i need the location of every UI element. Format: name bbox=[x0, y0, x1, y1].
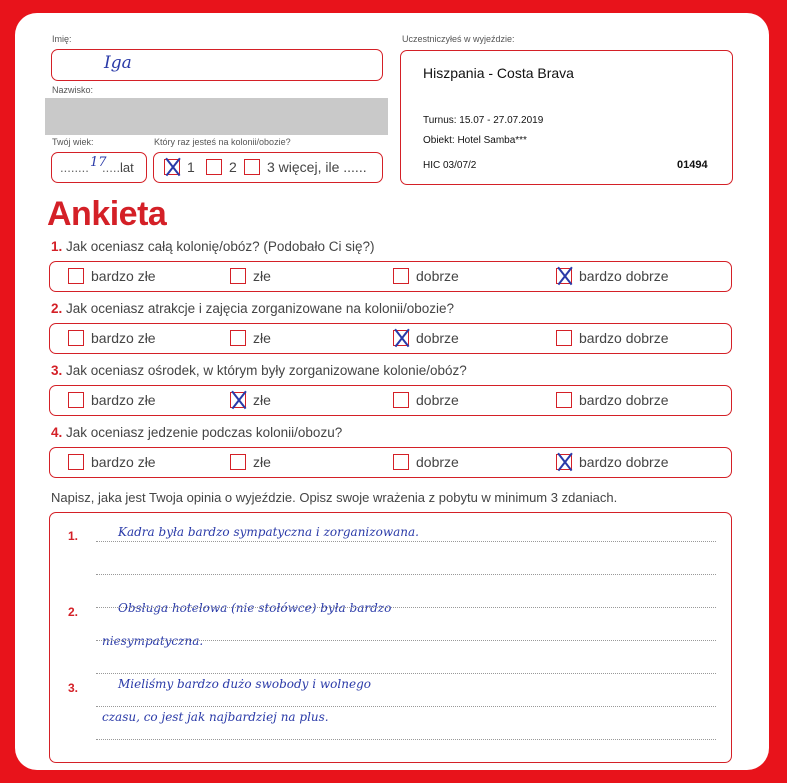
option-checkbox[interactable] bbox=[556, 454, 572, 470]
opinion-handwriting: niesympatyczna. bbox=[102, 634, 204, 648]
option-1[interactable] bbox=[68, 268, 156, 284]
opinion-handwriting: Kadra była bardzo sympatyczna i zorganizowana. bbox=[118, 525, 419, 539]
option-label: bardzo dobrze bbox=[579, 330, 669, 346]
question-4 bbox=[51, 425, 342, 440]
trip-code: HIC 03/07/2 bbox=[423, 160, 477, 171]
option-1[interactable] bbox=[68, 454, 156, 470]
option-label: dobrze bbox=[416, 268, 459, 284]
ktory-option-1[interactable] bbox=[164, 159, 195, 175]
option-3[interactable] bbox=[393, 392, 459, 408]
option-checkbox[interactable] bbox=[556, 330, 572, 346]
ktory-option-2-label: 2 bbox=[229, 159, 237, 175]
answer-row-3 bbox=[49, 385, 732, 416]
survey-sheet bbox=[15, 13, 769, 770]
opinion-box[interactable] bbox=[49, 512, 732, 763]
wiek-label: Twój wiek: bbox=[52, 137, 94, 147]
ktory-option-1-label: 1 bbox=[187, 159, 195, 175]
option-checkbox[interactable] bbox=[68, 454, 84, 470]
writing-line bbox=[96, 673, 716, 674]
question-text: Jak oceniasz ośrodek, w którym były zorganizowane kolonie/obóz? bbox=[66, 363, 467, 378]
option-checkbox[interactable] bbox=[68, 330, 84, 346]
writing-line bbox=[96, 607, 716, 608]
option-checkbox[interactable] bbox=[230, 330, 246, 346]
opinion-handwriting: Obsługa hotelowa (nie stołówce) była bardzo bbox=[118, 601, 392, 615]
opinion-prompt: Napisz, jaka jest Twoja opinia o wyjeździe. Opisz swoje wrażenia z pobytu w minimum 3 zdaniach. bbox=[51, 490, 618, 505]
trip-name: Hiszpania - Costa Brava bbox=[423, 65, 574, 81]
ktory-checkbox-2[interactable] bbox=[206, 159, 222, 175]
ktory-label: Który raz jesteś na kolonii/obozie? bbox=[154, 137, 291, 147]
survey-title: Ankieta bbox=[47, 195, 167, 233]
question-number: 4. bbox=[51, 425, 63, 440]
option-2[interactable] bbox=[230, 268, 271, 284]
option-checkbox[interactable] bbox=[393, 454, 409, 470]
writing-line bbox=[96, 739, 716, 740]
wiek-dots-right: ...... bbox=[102, 160, 124, 175]
answer-row-2 bbox=[49, 323, 732, 354]
question-text: Jak oceniasz jedzenie podczas kolonii/obozu? bbox=[66, 425, 343, 440]
question-number: 3. bbox=[51, 363, 63, 378]
option-4[interactable] bbox=[556, 392, 669, 408]
question-text: Jak oceniasz atrakcje i zajęcia zorganizowane na kolonii/obozie? bbox=[66, 301, 455, 316]
option-checkbox[interactable] bbox=[556, 392, 572, 408]
ktory-option-3-label: 3 więcej, ile ...... bbox=[267, 159, 367, 175]
question-1 bbox=[51, 239, 374, 254]
opinion-handwriting: Mieliśmy bardzo dużo swobody i wolnego bbox=[118, 677, 371, 691]
option-1[interactable] bbox=[68, 330, 156, 346]
trip-turnus: Turnus: 15.07 - 27.07.2019 bbox=[423, 115, 544, 126]
ktory-checkbox-3[interactable] bbox=[244, 159, 260, 175]
ktory-field bbox=[153, 152, 383, 183]
answer-row-4 bbox=[49, 447, 732, 478]
imie-label: Imię: bbox=[52, 34, 72, 44]
option-label: dobrze bbox=[416, 392, 459, 408]
ktory-option-3[interactable] bbox=[244, 159, 367, 175]
question-3 bbox=[51, 363, 467, 378]
writing-line bbox=[96, 574, 716, 575]
option-checkbox[interactable] bbox=[230, 392, 246, 408]
nazwisko-label: Nazwisko: bbox=[52, 85, 94, 95]
option-2[interactable] bbox=[230, 454, 271, 470]
writing-line bbox=[96, 541, 716, 542]
imie-field[interactable] bbox=[51, 49, 383, 81]
option-label: bardzo złe bbox=[91, 330, 156, 346]
option-3[interactable] bbox=[393, 330, 459, 346]
option-label: złe bbox=[253, 268, 271, 284]
option-4[interactable] bbox=[556, 268, 669, 284]
option-label: złe bbox=[253, 392, 271, 408]
option-label: bardzo złe bbox=[91, 392, 156, 408]
ktory-option-2[interactable] bbox=[206, 159, 237, 175]
nazwisko-redacted bbox=[45, 98, 388, 135]
trip-box bbox=[400, 50, 733, 185]
option-2[interactable] bbox=[230, 392, 271, 408]
opinion-handwriting: czasu, co jest jak najbardziej na plus. bbox=[102, 710, 329, 724]
option-checkbox[interactable] bbox=[68, 268, 84, 284]
option-label: bardzo dobrze bbox=[579, 454, 669, 470]
option-3[interactable] bbox=[393, 454, 459, 470]
wiek-unit: lat bbox=[120, 160, 134, 175]
answer-row-1 bbox=[49, 261, 732, 292]
question-number: 1. bbox=[51, 239, 63, 254]
option-checkbox[interactable] bbox=[393, 392, 409, 408]
option-checkbox[interactable] bbox=[556, 268, 572, 284]
wiek-field[interactable] bbox=[51, 152, 147, 183]
trip-label: Uczestniczyłeś w wyjeździe: bbox=[402, 34, 515, 44]
writing-line bbox=[96, 706, 716, 707]
option-checkbox[interactable] bbox=[230, 454, 246, 470]
imie-value: Iga bbox=[104, 53, 132, 73]
ktory-checkbox-1[interactable] bbox=[164, 159, 180, 175]
option-label: bardzo dobrze bbox=[579, 268, 669, 284]
option-checkbox[interactable] bbox=[68, 392, 84, 408]
option-2[interactable] bbox=[230, 330, 271, 346]
option-label: dobrze bbox=[416, 454, 459, 470]
question-2 bbox=[51, 301, 454, 316]
opinion-number: 1. bbox=[68, 529, 79, 543]
trip-obiekt: Obiekt: Hotel Samba*** bbox=[423, 135, 527, 146]
option-4[interactable] bbox=[556, 454, 669, 470]
writing-line bbox=[96, 640, 716, 641]
option-checkbox[interactable] bbox=[393, 330, 409, 346]
option-4[interactable] bbox=[556, 330, 669, 346]
wiek-value: 17 bbox=[90, 155, 107, 170]
option-3[interactable] bbox=[393, 268, 459, 284]
option-label: złe bbox=[253, 454, 271, 470]
option-label: bardzo dobrze bbox=[579, 392, 669, 408]
option-checkbox[interactable] bbox=[230, 268, 246, 284]
trip-number: 01494 bbox=[677, 159, 708, 171]
option-checkbox[interactable] bbox=[393, 268, 409, 284]
option-label: bardzo złe bbox=[91, 454, 156, 470]
option-label: bardzo złe bbox=[91, 268, 156, 284]
wiek-dots-left: ........ bbox=[60, 160, 89, 175]
opinion-number: 3. bbox=[68, 681, 79, 695]
question-number: 2. bbox=[51, 301, 63, 316]
question-text: Jak oceniasz całą kolonię/obóz? (Podobało Ci się?) bbox=[66, 239, 375, 254]
option-label: dobrze bbox=[416, 330, 459, 346]
opinion-number: 2. bbox=[68, 605, 79, 619]
option-label: złe bbox=[253, 330, 271, 346]
option-1[interactable] bbox=[68, 392, 156, 408]
